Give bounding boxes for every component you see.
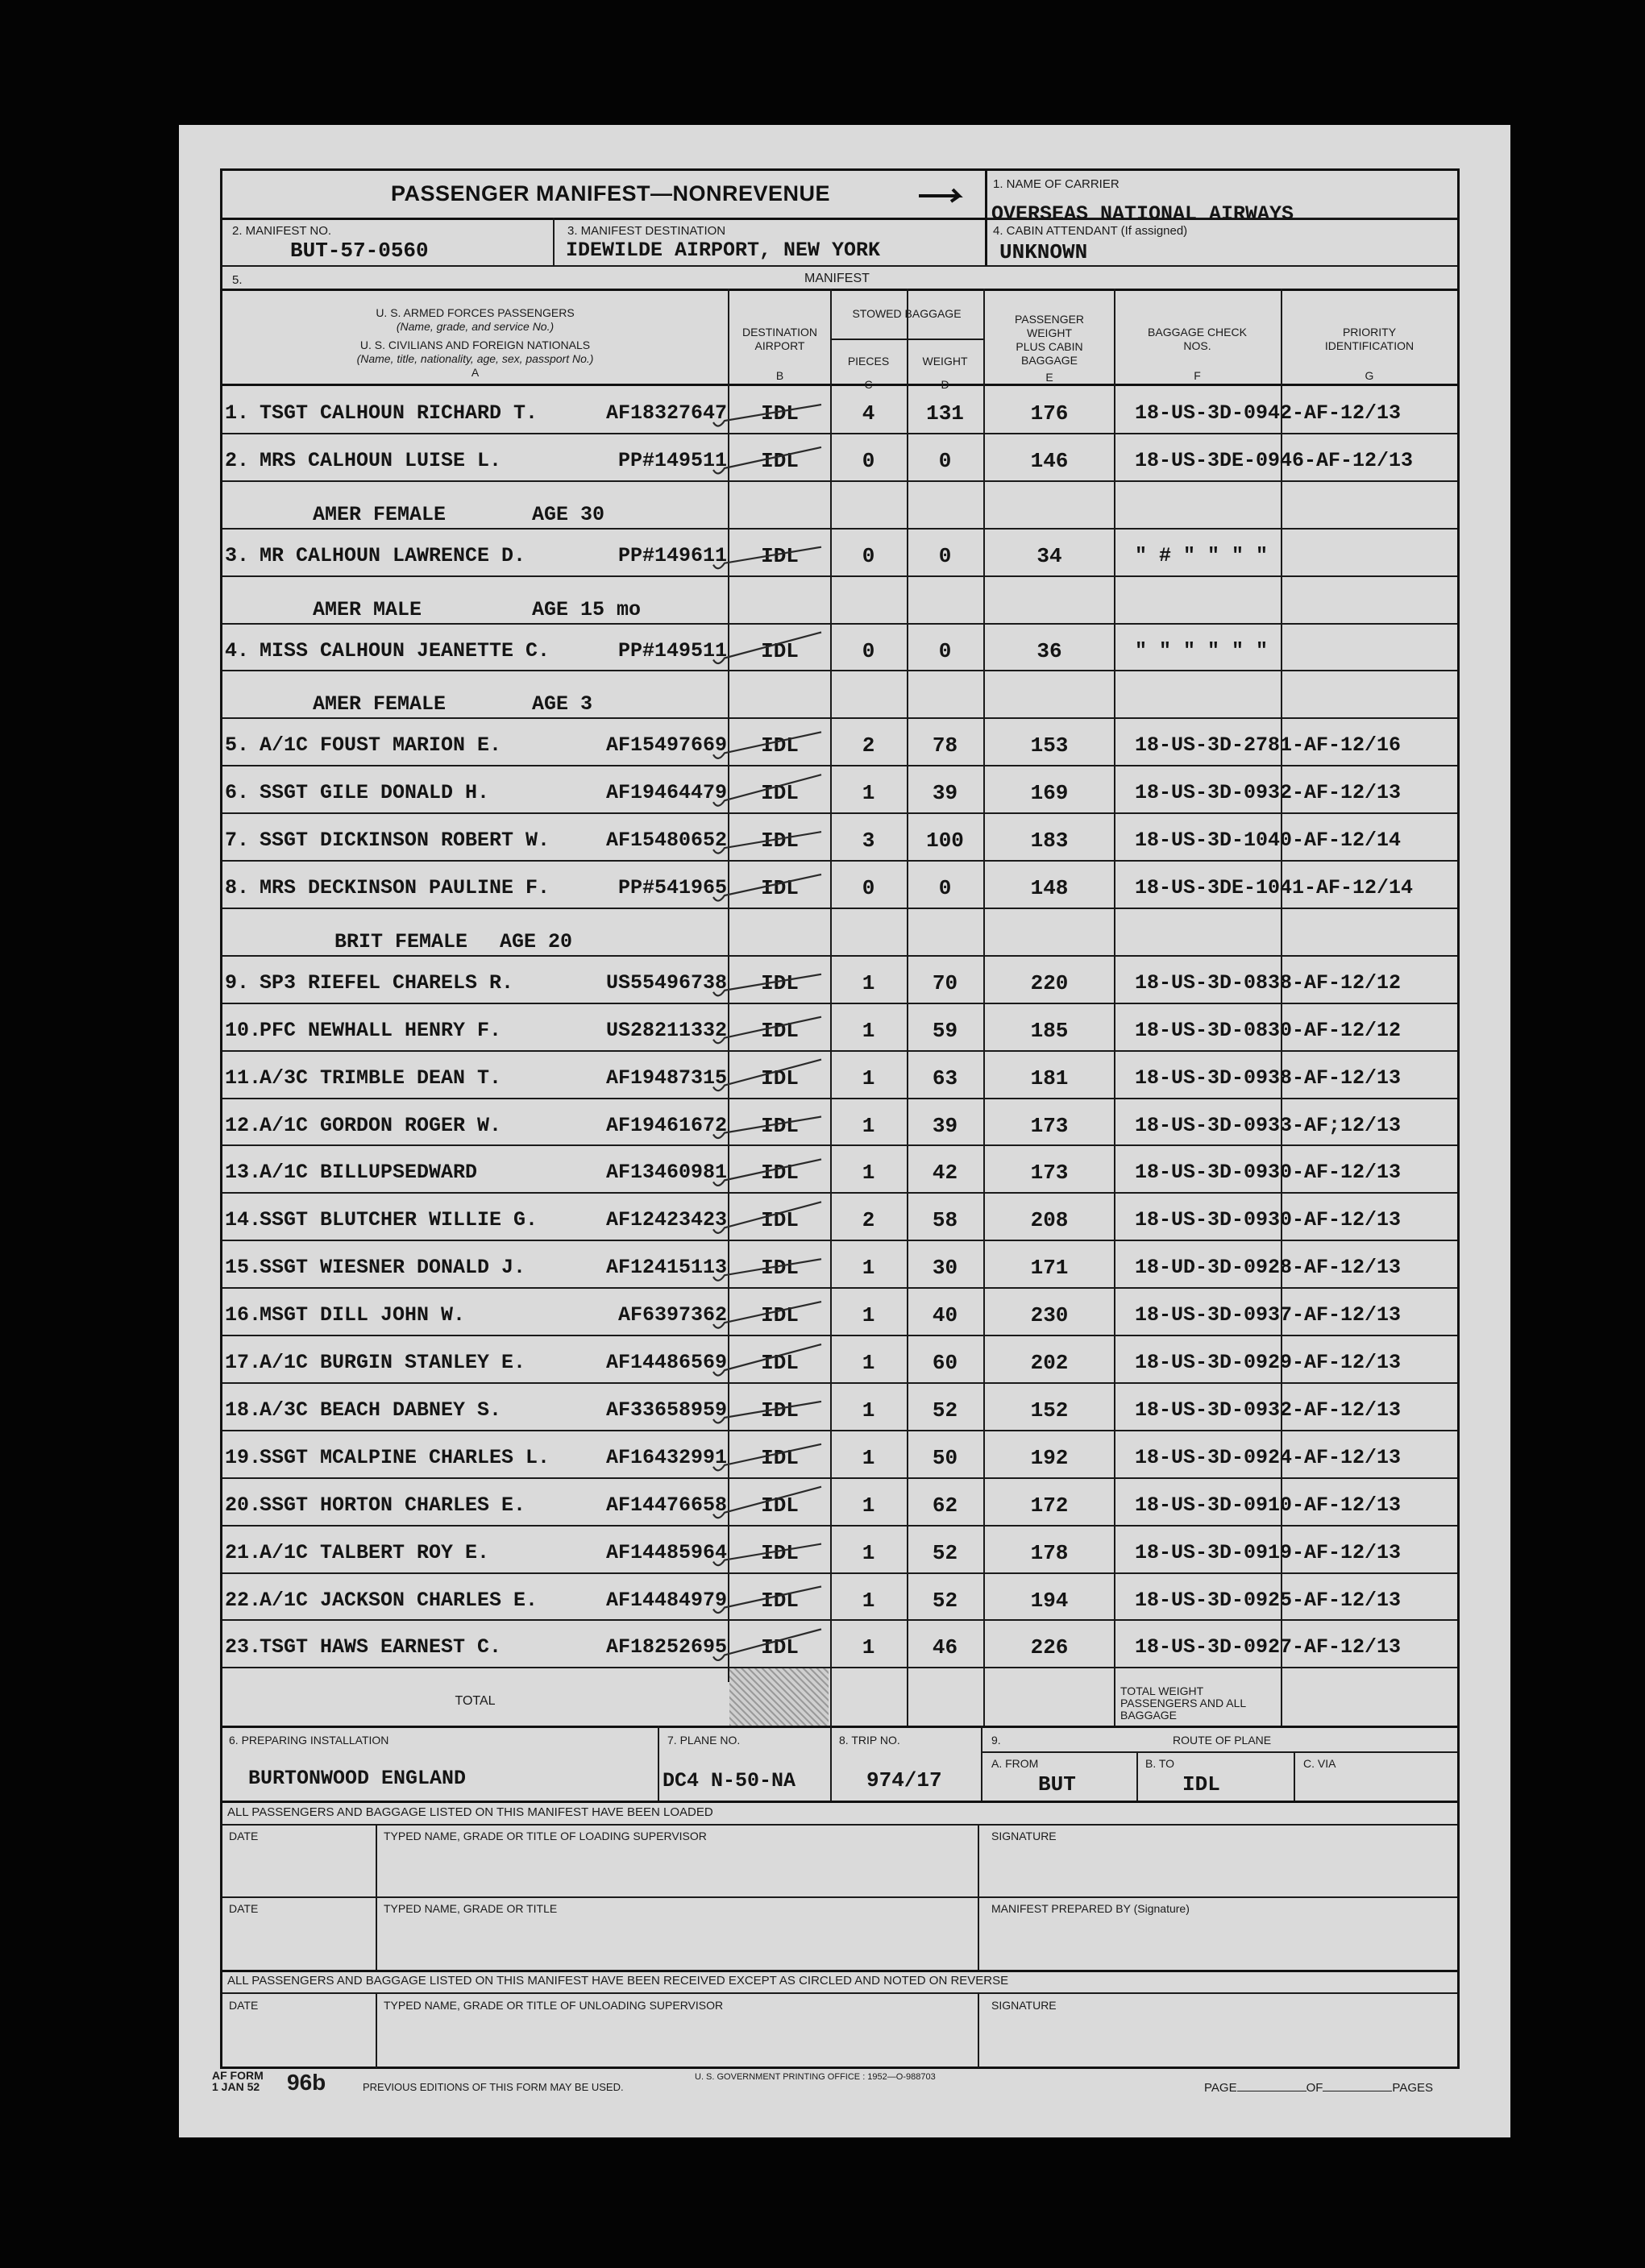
col-f-letter: F bbox=[1194, 369, 1201, 382]
unloading-supervisor-label: TYPED NAME, GRADE OR TITLE OF UNLOADING SUPERVISOR bbox=[384, 1999, 724, 2012]
baggage-check-number: " # " " " " bbox=[1135, 544, 1269, 567]
passenger-weight: 34 bbox=[1036, 544, 1062, 568]
baggage-check-number: 18-US-3D-0929-AF-12/13 bbox=[1135, 1351, 1402, 1374]
row-number: 7. bbox=[225, 829, 250, 852]
col-g-label: PRIORITY IDENTIFICATION bbox=[1324, 326, 1414, 352]
baggage-weight: 52 bbox=[932, 1541, 958, 1565]
passenger-name: SSGT BLUTCHER WILLIE G. bbox=[260, 1208, 538, 1232]
destination-airport: IDL bbox=[761, 544, 799, 568]
total-label: TOTAL bbox=[455, 1694, 496, 1708]
installation-value: BURTONWOOD ENGLAND bbox=[248, 1767, 467, 1790]
destination-airport: IDL bbox=[761, 1114, 799, 1138]
destination-value: IDEWILDE AIRPORT, NEW YORK bbox=[566, 239, 881, 262]
passenger-weight: 202 bbox=[1030, 1351, 1069, 1375]
passenger-name: A/3C BEACH DABNEY S. bbox=[260, 1398, 502, 1422]
passenger-id: AF12415113 bbox=[605, 1256, 727, 1279]
passenger-weight: 226 bbox=[1030, 1635, 1069, 1659]
check-mark bbox=[713, 1544, 821, 1566]
passenger-id: AF19487315 bbox=[605, 1066, 727, 1090]
plane-no-label: 7. PLANE NO. bbox=[667, 1734, 741, 1747]
check-mark bbox=[713, 874, 821, 901]
passenger-id: AF6397362 bbox=[617, 1303, 727, 1327]
baggage-weight: 42 bbox=[932, 1161, 958, 1185]
row-number: 23. bbox=[225, 1635, 262, 1659]
destination-airport: IDL bbox=[761, 876, 799, 900]
passenger-id: US28211332 bbox=[605, 1019, 727, 1042]
passenger-name: SSGT DICKINSON ROBERT W. bbox=[260, 829, 550, 852]
col-f-label: BAGGAGE CHECK NOS. bbox=[1148, 326, 1247, 352]
destination-airport: IDL bbox=[761, 1303, 799, 1327]
baggage-pieces: 3 bbox=[862, 829, 875, 853]
check-mark bbox=[713, 1344, 821, 1376]
passenger-id: PP#541965 bbox=[617, 876, 727, 899]
row-number: 8. bbox=[225, 876, 250, 899]
baggage-weight: 50 bbox=[932, 1446, 958, 1470]
passenger-name: TSGT HAWS EARNEST C. bbox=[260, 1635, 502, 1659]
passenger-nationality-sex: BRIT FEMALE bbox=[334, 930, 468, 953]
pages-label: PAGES bbox=[1392, 2081, 1433, 2095]
destination-airport: IDL bbox=[761, 1493, 799, 1518]
col-g-letter: G bbox=[1365, 369, 1374, 382]
passenger-age: AGE 20 bbox=[500, 930, 573, 953]
baggage-weight: 52 bbox=[932, 1589, 958, 1613]
passenger-id: US55496738 bbox=[605, 971, 727, 995]
typed-name-label: TYPED NAME, GRADE OR TITLE bbox=[384, 1902, 558, 1915]
baggage-check-number: 18-US-3D-0910-AF-12/13 bbox=[1135, 1493, 1402, 1517]
passenger-weight: 153 bbox=[1030, 733, 1069, 758]
baggage-pieces: 1 bbox=[862, 1398, 875, 1423]
trip-no-label: 8. TRIP NO. bbox=[839, 1734, 900, 1747]
baggage-check-number: 18-US-3DE-1041-AF-12/14 bbox=[1135, 876, 1414, 899]
passenger-weight: 152 bbox=[1030, 1398, 1069, 1423]
col-b-letter: B bbox=[775, 369, 784, 382]
destination-airport: IDL bbox=[761, 1161, 799, 1185]
passenger-id: AF12423423 bbox=[605, 1208, 727, 1232]
route-number: 9. bbox=[991, 1734, 1001, 1747]
baggage-check-number: 18-US-3D-0925-AF-12/13 bbox=[1135, 1589, 1402, 1612]
col-a-line1: U. S. ARMED FORCES PASSENGERS bbox=[376, 306, 575, 319]
baggage-pieces: 1 bbox=[862, 1541, 875, 1565]
baggage-check-number: 18-US-3D-1040-AF-12/14 bbox=[1135, 829, 1402, 852]
from-value: BUT bbox=[1038, 1772, 1076, 1797]
passenger-id: AF14484979 bbox=[605, 1589, 727, 1612]
passenger-id: PP#149611 bbox=[617, 544, 727, 567]
page-label: PAGE bbox=[1204, 2081, 1237, 2095]
passenger-id: AF14486569 bbox=[605, 1351, 727, 1374]
baggage-check-number: 18-US-3DE-0946-AF-12/13 bbox=[1135, 449, 1414, 472]
passenger-name: MRS CALHOUN LUISE L. bbox=[260, 449, 502, 472]
plane-no-value: DC4 N-50-NA bbox=[663, 1769, 796, 1792]
col-a-line3: U. S. CIVILIANS AND FOREIGN NATIONALS bbox=[359, 339, 591, 351]
baggage-check-number: 18-US-3D-0942-AF-12/13 bbox=[1135, 401, 1402, 425]
passenger-id: AF15497669 bbox=[605, 733, 727, 757]
passenger-id: AF16432991 bbox=[605, 1446, 727, 1469]
passenger-name: A/1C GORDON ROGER W. bbox=[260, 1114, 502, 1137]
col-e-label: PASSENGER WEIGHT PLUS CABIN BAGGAGE bbox=[1014, 313, 1085, 367]
row-number: 12. bbox=[225, 1114, 262, 1137]
via-label: C. VIA bbox=[1303, 1757, 1336, 1770]
destination-label: 3. MANIFEST DESTINATION bbox=[567, 224, 726, 238]
passenger-id: AF18327647 bbox=[605, 401, 727, 425]
form-date: 1 JAN 52 bbox=[212, 2080, 260, 2093]
loaded-date-label: DATE bbox=[229, 1830, 259, 1842]
passenger-name: MISS CALHOUN JEANETTE C. bbox=[260, 639, 550, 663]
passenger-weight: 178 bbox=[1030, 1541, 1069, 1565]
baggage-pieces: 4 bbox=[862, 401, 875, 426]
loading-signature-label: SIGNATURE bbox=[991, 1830, 1057, 1842]
passenger-id: PP#149511 bbox=[617, 639, 727, 663]
passenger-name: A/1C BILLUPSEDWARD bbox=[260, 1161, 478, 1184]
check-mark bbox=[713, 974, 821, 996]
row-number: 5. bbox=[225, 733, 250, 757]
manifest-no-label: 2. MANIFEST NO. bbox=[232, 224, 332, 238]
check-mark bbox=[713, 1629, 821, 1660]
destination-airport: IDL bbox=[761, 781, 799, 805]
received-statement: ALL PASSENGERS AND BAGGAGE LISTED ON THIS MANIFEST HAVE BEEN RECEIVED EXCEPT AS CIRCLED AND NOTED ON REVERSE bbox=[227, 1974, 1009, 1988]
passenger-name: A/1C TALBERT ROY E. bbox=[260, 1541, 490, 1564]
row-number: 4. bbox=[225, 639, 250, 663]
af-form-label: AF FORM bbox=[212, 2069, 264, 2082]
manifest-no-value: BUT-57-0560 bbox=[290, 239, 429, 263]
loaded-statement: ALL PASSENGERS AND BAGGAGE LISTED ON THIS MANIFEST HAVE BEEN LOADED bbox=[227, 1805, 713, 1819]
col-d-label: WEIGHT bbox=[922, 355, 968, 368]
baggage-pieces: 1 bbox=[862, 781, 875, 805]
form-number: 96b bbox=[287, 2070, 326, 2095]
check-mark bbox=[713, 1159, 821, 1186]
row-number: 21. bbox=[225, 1541, 262, 1564]
destination-airport: IDL bbox=[761, 829, 799, 853]
passenger-nationality-sex: AMER FEMALE bbox=[313, 503, 447, 526]
check-mark bbox=[713, 447, 821, 474]
destination-airport: IDL bbox=[761, 971, 799, 995]
baggage-pieces: 1 bbox=[862, 1256, 875, 1280]
passenger-weight: 173 bbox=[1030, 1161, 1069, 1185]
col-a-line4: (Name, title, nationality, age, sex, passport No.) bbox=[356, 352, 594, 365]
baggage-weight: 39 bbox=[932, 1114, 958, 1138]
stowed-header: STOWED BAGGAGE bbox=[852, 307, 962, 320]
destination-airport: IDL bbox=[761, 1351, 799, 1375]
pen-mark bbox=[919, 189, 959, 201]
passenger-name: MRS DECKINSON PAULINE F. bbox=[260, 876, 550, 899]
col-c-letter: C bbox=[864, 378, 873, 391]
form-title: PASSENGER MANIFEST—NONREVENUE bbox=[391, 181, 831, 206]
destination-airport: IDL bbox=[761, 1019, 799, 1043]
row-number: 15. bbox=[225, 1256, 262, 1279]
check-mark bbox=[713, 405, 821, 426]
check-mark bbox=[713, 832, 821, 854]
baggage-pieces: 1 bbox=[862, 1303, 875, 1327]
row-number: 2. bbox=[225, 449, 250, 472]
received-signature-label: SIGNATURE bbox=[991, 1999, 1057, 2012]
baggage-check-number: 18-US-3D-0938-AF-12/13 bbox=[1135, 1066, 1402, 1090]
passenger-nationality-sex: AMER MALE bbox=[313, 598, 422, 621]
baggage-check-number: 18-US-3D-0919-AF-12/13 bbox=[1135, 1541, 1402, 1564]
baggage-check-number: 18-US-3D-2781-AF-12/16 bbox=[1135, 733, 1402, 757]
row-number: 20. bbox=[225, 1493, 262, 1517]
baggage-check-number: 18-US-3D-0830-AF-12/12 bbox=[1135, 1019, 1402, 1042]
baggage-check-number: " " " " " " bbox=[1135, 639, 1269, 663]
passenger-weight: 176 bbox=[1030, 401, 1069, 426]
check-mark bbox=[713, 1117, 821, 1139]
baggage-weight: 60 bbox=[932, 1351, 958, 1375]
destination-airport: IDL bbox=[761, 1446, 799, 1470]
passenger-age: AGE 3 bbox=[532, 692, 593, 716]
baggage-pieces: 1 bbox=[862, 1589, 875, 1613]
attendant-label: 4. CABIN ATTENDANT (If assigned) bbox=[993, 224, 1188, 238]
baggage-weight: 63 bbox=[932, 1066, 958, 1090]
passenger-weight: 194 bbox=[1030, 1589, 1069, 1613]
passenger-weight: 192 bbox=[1030, 1446, 1069, 1470]
baggage-weight: 59 bbox=[932, 1019, 958, 1043]
passenger-name: SSGT MCALPINE CHARLES L. bbox=[260, 1446, 550, 1469]
baggage-weight: 78 bbox=[932, 733, 958, 758]
row-number: 9. bbox=[225, 971, 250, 995]
passenger-weight: 230 bbox=[1030, 1303, 1069, 1327]
baggage-weight: 100 bbox=[926, 829, 964, 853]
row-number: 14. bbox=[225, 1208, 262, 1232]
passenger-name: A/1C BURGIN STANLEY E. bbox=[260, 1351, 526, 1374]
baggage-pieces: 1 bbox=[862, 1446, 875, 1470]
baggage-check-number: 18-US-3D-0932-AF-12/13 bbox=[1135, 1398, 1402, 1422]
passenger-weight: 169 bbox=[1030, 781, 1069, 805]
row-number: 19. bbox=[225, 1446, 262, 1469]
col-d-letter: D bbox=[941, 378, 949, 391]
loading-supervisor-label: TYPED NAME, GRADE OR TITLE OF LOADING SUPERVISOR bbox=[384, 1830, 707, 1842]
prepared-by-label: MANIFEST PREPARED BY (Signature) bbox=[991, 1902, 1190, 1915]
passenger-id: AF19461672 bbox=[605, 1114, 727, 1137]
check-mark bbox=[713, 547, 821, 569]
baggage-pieces: 2 bbox=[862, 1208, 875, 1232]
trip-no-value: 974/17 bbox=[866, 1768, 942, 1792]
baggage-pieces: 1 bbox=[862, 1114, 875, 1138]
baggage-pieces: 1 bbox=[862, 1066, 875, 1090]
destination-airport: IDL bbox=[761, 1066, 799, 1090]
passenger-name: SSGT WIESNER DONALD J. bbox=[260, 1256, 526, 1279]
check-mark bbox=[713, 1444, 821, 1471]
baggage-pieces: 0 bbox=[862, 639, 875, 663]
passenger-age: AGE 15 mo bbox=[532, 598, 642, 621]
passenger-name: TSGT CALHOUN RICHARD T. bbox=[260, 401, 538, 425]
destination-airport: IDL bbox=[761, 1398, 799, 1423]
check-mark bbox=[713, 1202, 821, 1233]
previous-editions-note: PREVIOUS EDITIONS OF THIS FORM MAY BE USED. bbox=[363, 2081, 624, 2093]
col-a-line2: (Name, grade, and service No.) bbox=[396, 320, 555, 333]
check-mark bbox=[713, 1302, 821, 1328]
passenger-id: AF15480652 bbox=[605, 829, 727, 852]
baggage-check-number: 18-US-3D-0937-AF-12/13 bbox=[1135, 1303, 1402, 1327]
attendant-value: UNKNOWN bbox=[999, 240, 1088, 264]
baggage-weight: 46 bbox=[932, 1635, 958, 1659]
passenger-weight: 181 bbox=[1030, 1066, 1069, 1090]
total-weight-label: TOTAL WEIGHT PASSENGERS AND ALL BAGGAGE bbox=[1120, 1684, 1246, 1722]
from-label: A. FROM bbox=[991, 1757, 1039, 1770]
passenger-name: MSGT DILL JOHN W. bbox=[260, 1303, 466, 1327]
passenger-name: SSGT HORTON CHARLES E. bbox=[260, 1493, 526, 1517]
baggage-check-number: 18-US-3D-0924-AF-12/13 bbox=[1135, 1446, 1402, 1469]
passenger-id: AF13460981 bbox=[605, 1161, 727, 1184]
passenger-id: AF14485964 bbox=[605, 1541, 727, 1564]
check-mark bbox=[713, 1017, 821, 1044]
passenger-weight: 220 bbox=[1030, 971, 1069, 995]
passenger-weight: 36 bbox=[1036, 639, 1062, 663]
baggage-weight: 58 bbox=[932, 1208, 958, 1232]
passenger-weight: 172 bbox=[1030, 1493, 1069, 1518]
carrier-label: 1. NAME OF CARRIER bbox=[993, 177, 1120, 191]
manifest-label: MANIFEST bbox=[804, 272, 870, 285]
passenger-name: SP3 RIEFEL CHARELS R. bbox=[260, 971, 514, 995]
passenger-weight: 173 bbox=[1030, 1114, 1069, 1138]
baggage-check-number: 18-US-3D-0838-AF-12/12 bbox=[1135, 971, 1402, 995]
destination-airport: IDL bbox=[761, 1256, 799, 1280]
row-number: 17. bbox=[225, 1351, 262, 1374]
baggage-pieces: 1 bbox=[862, 1635, 875, 1659]
check-mark bbox=[713, 1402, 821, 1423]
passenger-id: PP#149511 bbox=[617, 449, 727, 472]
passenger-weight: 185 bbox=[1030, 1019, 1069, 1043]
to-value: IDL bbox=[1182, 1772, 1220, 1797]
baggage-weight: 62 bbox=[932, 1493, 958, 1518]
passenger-name: SSGT GILE DONALD H. bbox=[260, 781, 490, 804]
row-number: 10. bbox=[225, 1019, 262, 1042]
passenger-weight: 148 bbox=[1030, 876, 1069, 900]
passenger-id: AF18252695 bbox=[605, 1635, 727, 1659]
baggage-weight: 70 bbox=[932, 971, 958, 995]
baggage-weight: 0 bbox=[938, 876, 952, 900]
destination-airport: IDL bbox=[761, 1208, 799, 1232]
baggage-check-number: 18-US-3D-0932-AF-12/13 bbox=[1135, 781, 1402, 804]
destination-airport: IDL bbox=[761, 401, 799, 426]
check-mark bbox=[713, 1259, 821, 1281]
received-date-label: DATE bbox=[229, 1999, 259, 2012]
installation-label: 6. PREPARING INSTALLATION bbox=[229, 1734, 389, 1747]
passenger-nationality-sex: AMER FEMALE bbox=[313, 692, 447, 716]
passenger-weight: 146 bbox=[1030, 449, 1069, 473]
check-mark bbox=[713, 732, 821, 758]
printing-office-note: U. S. GOVERNMENT PRINTING OFFICE : 1952—O-988703 bbox=[695, 2072, 936, 2082]
passenger-id: AF14476658 bbox=[605, 1493, 727, 1517]
destination-airport: IDL bbox=[761, 639, 799, 663]
baggage-pieces: 1 bbox=[862, 971, 875, 995]
row-number: 18. bbox=[225, 1398, 262, 1422]
baggage-check-number: 18-US-3D-0927-AF-12/13 bbox=[1135, 1635, 1402, 1659]
to-label: B. TO bbox=[1145, 1757, 1175, 1770]
baggage-check-number: 18-US-3D-0930-AF-12/13 bbox=[1135, 1208, 1402, 1232]
prepared-date-label: DATE bbox=[229, 1902, 259, 1915]
baggage-weight: 0 bbox=[938, 544, 952, 568]
check-mark bbox=[713, 775, 821, 806]
col-b-label: DESTINATION AIRPORT bbox=[741, 326, 818, 352]
check-mark bbox=[713, 633, 821, 664]
check-mark bbox=[713, 1060, 821, 1091]
passenger-weight: 171 bbox=[1030, 1256, 1069, 1280]
destination-airport: IDL bbox=[761, 1635, 799, 1659]
check-mark bbox=[713, 1587, 821, 1614]
row-number: 11. bbox=[225, 1066, 262, 1090]
carrier-value: OVERSEAS NATIONAL AIRWAYS bbox=[991, 202, 1294, 226]
baggage-weight: 131 bbox=[926, 401, 964, 426]
destination-airport: IDL bbox=[761, 1541, 799, 1565]
baggage-weight: 52 bbox=[932, 1398, 958, 1423]
col-e-letter: E bbox=[1045, 371, 1053, 384]
baggage-pieces: 1 bbox=[862, 1351, 875, 1375]
baggage-check-number: 18-US-3D-0930-AF-12/13 bbox=[1135, 1161, 1402, 1184]
baggage-pieces: 2 bbox=[862, 733, 875, 758]
passenger-id: AF19464479 bbox=[605, 781, 727, 804]
row-number: 22. bbox=[225, 1589, 262, 1612]
baggage-check-number: 18-US-3D-0933-AF;12/13 bbox=[1135, 1114, 1402, 1137]
baggage-pieces: 1 bbox=[862, 1161, 875, 1185]
baggage-weight: 30 bbox=[932, 1256, 958, 1280]
baggage-pieces: 1 bbox=[862, 1493, 875, 1518]
baggage-weight: 40 bbox=[932, 1303, 958, 1327]
baggage-weight: 0 bbox=[938, 449, 952, 473]
baggage-weight: 39 bbox=[932, 781, 958, 805]
baggage-pieces: 0 bbox=[862, 876, 875, 900]
passenger-age: AGE 30 bbox=[532, 503, 605, 526]
passenger-id: AF33658959 bbox=[605, 1398, 727, 1422]
passenger-name: A/1C FOUST MARION E. bbox=[260, 733, 502, 757]
destination-airport: IDL bbox=[761, 449, 799, 473]
row-number: 16. bbox=[225, 1303, 262, 1327]
row-number: 3. bbox=[225, 544, 250, 567]
row-number: 13. bbox=[225, 1161, 262, 1184]
section-5-label: 5. bbox=[232, 273, 243, 287]
baggage-pieces: 0 bbox=[862, 544, 875, 568]
row-number: 6. bbox=[225, 781, 250, 804]
of-label: OF bbox=[1306, 2081, 1323, 2095]
baggage-pieces: 0 bbox=[862, 449, 875, 473]
baggage-pieces: 1 bbox=[862, 1019, 875, 1043]
passenger-name: MR CALHOUN LAWRENCE D. bbox=[260, 544, 526, 567]
destination-airport: IDL bbox=[761, 733, 799, 758]
route-label: ROUTE OF PLANE bbox=[1173, 1734, 1272, 1747]
baggage-weight: 0 bbox=[938, 639, 952, 663]
check-mark bbox=[713, 1487, 821, 1518]
col-c-label: PIECES bbox=[847, 355, 890, 368]
destination-airport: IDL bbox=[761, 1589, 799, 1613]
baggage-check-number: 18-UD-3D-0928-AF-12/13 bbox=[1135, 1256, 1402, 1279]
passenger-name: PFC NEWHALL HENRY F. bbox=[260, 1019, 502, 1042]
passenger-name: A/3C TRIMBLE DEAN T. bbox=[260, 1066, 502, 1090]
passenger-weight: 208 bbox=[1030, 1208, 1069, 1232]
passenger-weight: 183 bbox=[1030, 829, 1069, 853]
col-a-letter: A bbox=[471, 366, 480, 379]
row-number: 1. bbox=[225, 401, 250, 425]
passenger-name: A/1C JACKSON CHARLES E. bbox=[260, 1589, 538, 1612]
